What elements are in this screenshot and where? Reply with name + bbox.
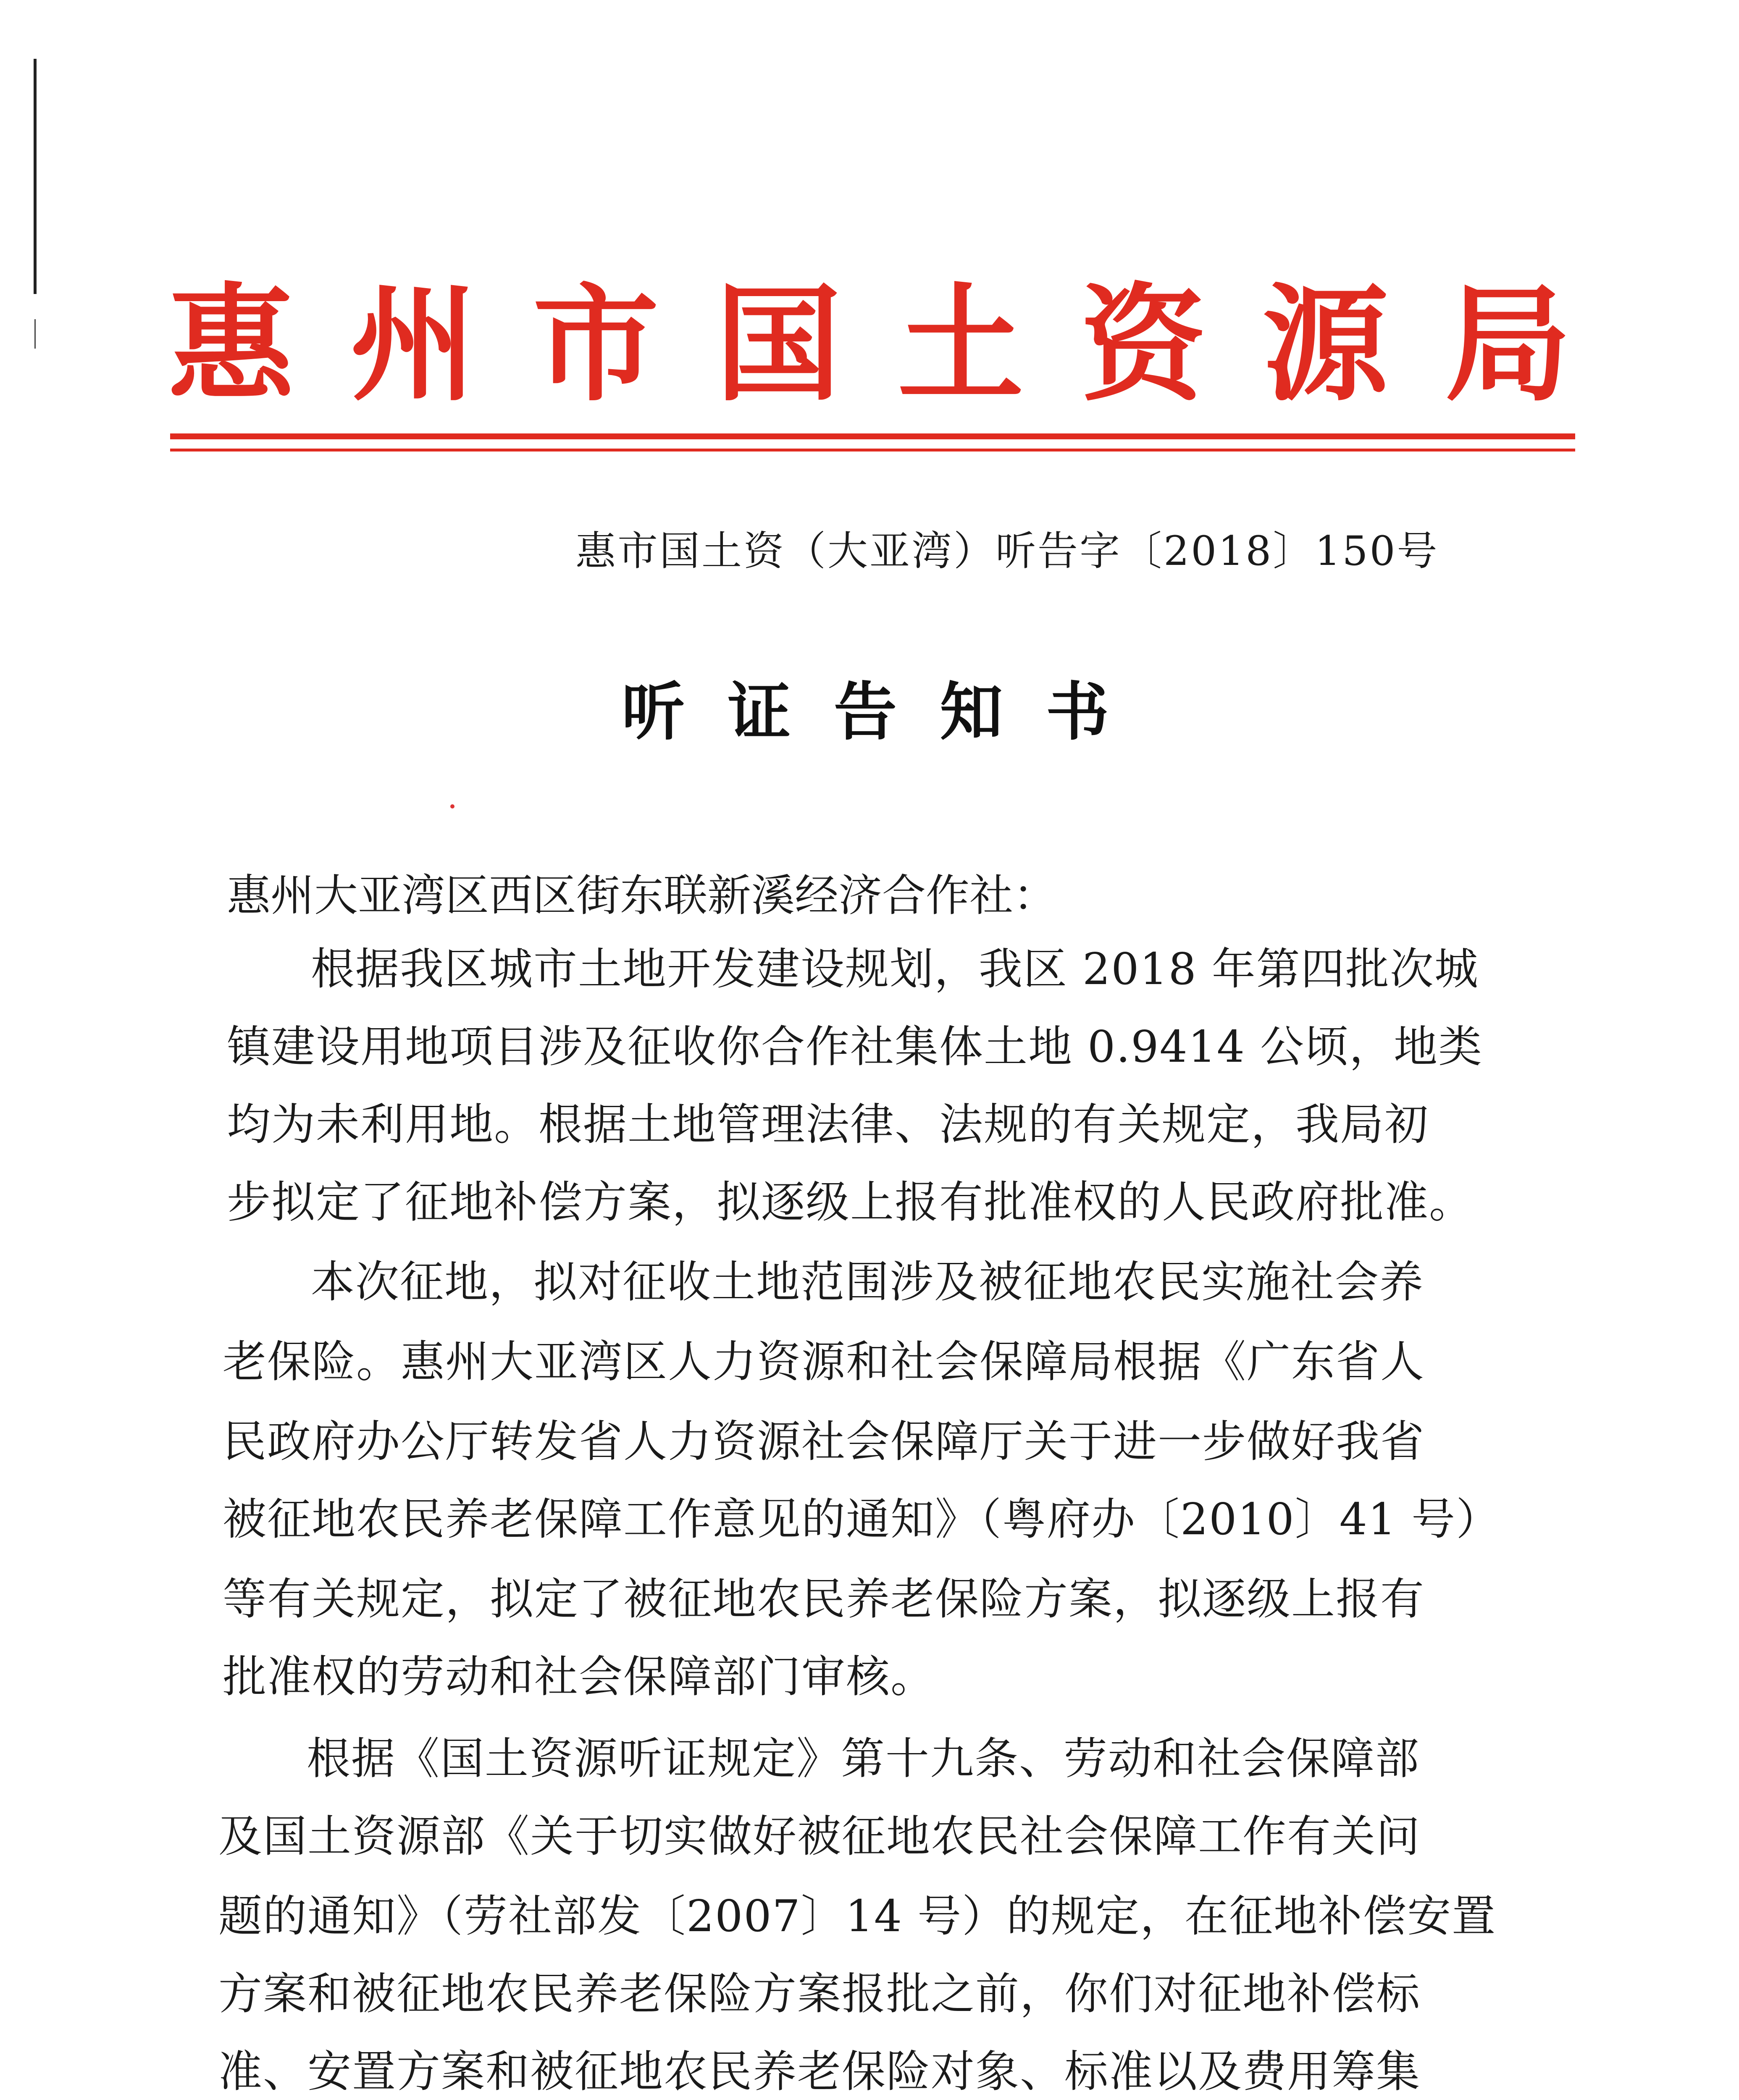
body-line: 根据《国土资源听证规定》第十九条、劳动和社会保障部 — [307, 1733, 1420, 1784]
body-line: 步拟定了征地补偿方案，拟逐级上报有批准权的人民政府批准。 — [227, 1176, 1474, 1228]
body-line: 老保险。惠州大亚湾区人力资源和社会保障局根据《广东省人 — [223, 1336, 1425, 1387]
body-line: 均为未利用地。根据土地管理法律、法规的有关规定，我局初 — [227, 1099, 1429, 1150]
masthead-rule-thin — [170, 449, 1575, 452]
title-char: 知 — [940, 675, 1003, 749]
body-line: 民政府办公厅转发省人力资源社会保障厅关于进一步做好我省 — [223, 1416, 1425, 1467]
document-title — [622, 675, 1109, 749]
body-line: 被征地农民养老保障工作意见的通知》（粤府办〔2010〕41 号） — [223, 1494, 1501, 1545]
masthead-issuer — [168, 265, 1571, 424]
body-line: 准、安置方案和被征地农民养老保险对象、标准以及费用筹集 — [218, 2046, 1421, 2097]
masthead-char: 州 — [350, 270, 477, 418]
title-char: 书 — [1046, 675, 1109, 749]
body-line: 本次征地，拟对征收土地范围涉及被征地农民实施社会养 — [311, 1256, 1424, 1307]
body-line: 及国土资源部《关于切实做好被征地农民社会保障工作有关问 — [218, 1811, 1421, 1862]
body-line: 题的通知》（劳社部发〔2007〕14 号）的规定，在征地补偿安置 — [218, 1890, 1497, 1942]
masthead-char: 局 — [1445, 270, 1571, 418]
ink-speck — [450, 804, 454, 808]
addressee: 惠州大亚湾区西区街东联新溪经济合作社： — [227, 870, 1057, 921]
body-line: 镇建设用地项目涉及征收你合作社集体土地 0.9414 公顷，地类 — [227, 1021, 1483, 1072]
masthead-char: 市 — [533, 270, 659, 418]
body-line: 等有关规定，拟定了被征地农民养老保险方案，拟逐级上报有 — [223, 1573, 1425, 1625]
masthead-char: 国 — [715, 270, 841, 418]
masthead-char: 源 — [1262, 270, 1389, 418]
masthead-char: 资 — [1080, 270, 1206, 418]
document-number: 惠市国土资（大亚湾）听告字〔2018〕150号 — [575, 528, 1439, 575]
masthead-rule-thick — [170, 433, 1575, 439]
title-char: 听 — [622, 675, 685, 749]
title-char: 证 — [728, 675, 791, 749]
body-line: 方案和被征地农民养老保险方案报批之前，你们对征地补偿标 — [218, 1968, 1421, 2019]
title-char: 告 — [833, 675, 897, 749]
scan-edge-mark — [34, 59, 37, 294]
body-line: 批准权的劳动和社会保障部门审核。 — [223, 1651, 935, 1702]
body-line: 根据我区城市土地开发建设规划，我区 2018 年第四批次城 — [311, 943, 1479, 995]
masthead-char: 惠 — [168, 270, 294, 418]
masthead-char: 土 — [898, 270, 1024, 418]
scan-edge-mark — [34, 319, 36, 349]
